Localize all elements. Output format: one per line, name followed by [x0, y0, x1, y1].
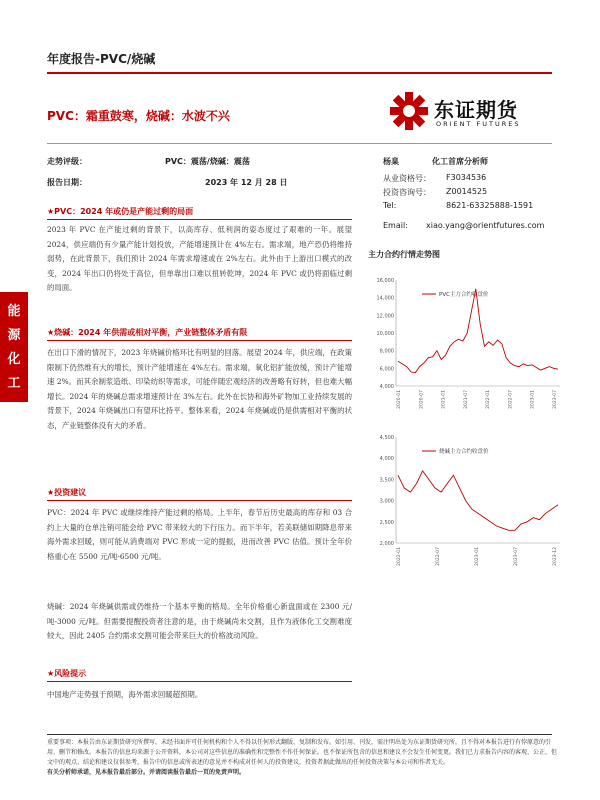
- paragraph: 烧碱：2024 年烧碱供需或仍维持一个基本平衡的格局。全年价格重心新盘面或在 2300 元/吨-3000 元/吨。但需要提醒投资者注意的是，由于烧碱尚未交割，且作为液体化工交割难度较大，因此 2405 合约需求交割可能会带来巨大的价格波动风险。: [47, 602, 352, 640]
- y-tick-label: 3,000: [379, 498, 394, 505]
- sector-label: 能源化工: [7, 304, 21, 391]
- y-tick-label: 4,500: [379, 435, 394, 441]
- legend-label: PVC主力合约收盘价: [439, 292, 489, 298]
- report-title: PVC：霜重鼓寒，烧碱：水波不兴: [47, 109, 230, 123]
- disclaimer-note: 有关分析师承诺，见本报告最后部分。并请阅读报告最后一页的免责声明。: [47, 769, 246, 776]
- series-line: [398, 289, 558, 373]
- disclaimer: [47, 738, 557, 778]
- paragraph: 2023 年 PVC 在产能过剩的背景下，以高库存、低利润的姿态度过了艰难的一年。展望 2024，供应端仍有少量产能计划投放，产能增速预计在 4%左右。需求端，地产恐仍将维持弱势，在此背景下，我们预计 2024 年需求增速或在 2%左右。此外由于上游出口模式的改变，2024 年出口仍将处于高位，但单靠出口难以扭转乾坤，2024 年 PVC 或仍将面临过剩的局面。: [47, 225, 352, 292]
- logo-cn-text: 东证期货: [434, 98, 518, 122]
- x-tick-label: 2021-01: [441, 390, 447, 409]
- series-line: [398, 471, 558, 530]
- x-tick-label: 2023-07: [553, 390, 558, 409]
- x-tick-label: 2022-01: [486, 390, 492, 409]
- y-tick-label: 16,000: [376, 278, 394, 284]
- analyst-name: 杨臬: [383, 157, 399, 166]
- x-tick-label: 2022-07: [436, 547, 441, 566]
- logo-en-text: ORIENT FUTURES: [436, 120, 521, 128]
- section-heading-risk: ★风险提示: [47, 669, 87, 678]
- x-tick-label: 2022-07: [508, 390, 514, 409]
- cert-value: F3034536: [446, 173, 487, 182]
- invest-label: 投资咨询号：: [383, 188, 431, 197]
- pvc-price-chart: [368, 268, 568, 428]
- y-tick-label: 2,500: [379, 519, 394, 526]
- footer-divider: [47, 734, 552, 735]
- section-body-pvc: [47, 223, 352, 296]
- x-tick-label: 2023-01: [475, 547, 480, 566]
- caustic-soda-price-chart: [368, 425, 568, 585]
- x-tick-label: 2023-01: [530, 390, 536, 409]
- section-body-risk: [47, 688, 352, 703]
- y-tick-label: 12,000: [376, 313, 394, 320]
- date-value: 2023 年 12 月 28 日: [205, 178, 288, 187]
- rating-label: 走势评级：: [47, 157, 87, 166]
- paragraph: 在出口下滑的情况下，2023 年烧碱价格环比有明显的回落。展望 2024 年，供应端，在政策限制下仍然维有大的增长，预计产能增速在 4%左右。需求端，氧化铝扩能放缓，预计产能增速 2%。而其余制浆造纸、印染纺织等需求，可能伴随宏观经济的改善略有好转，但也难大幅增长。2024 年的烧碱总需求增速预计在 3%左右。此外在长协和海外矿物加工业持续发展的背景下，2024 年烧碱出口有望环比持平。整体来看，2024 年烧碱或仍是供需相对平衡的状态，产业链整体没有大的矛盾。: [47, 348, 352, 430]
- tel-label: Tel:: [383, 201, 397, 210]
- email-label: Email:: [383, 221, 408, 230]
- date-label: 报告日期：: [47, 178, 87, 187]
- x-tick-label: 2023-12: [553, 547, 558, 566]
- cert-label: 从业资格号：: [383, 174, 431, 183]
- section-body-investment-caustic: [47, 600, 352, 644]
- y-tick-label: 14,000: [376, 295, 394, 302]
- section-divider: [47, 500, 352, 501]
- section-heading-investment: ★投资建议: [47, 488, 87, 497]
- pvc-price-chart-svg: [368, 268, 568, 418]
- disclaimer-text: 重要事项：本报告由东证期货研究所撰写，未经书面许可任何机构和个人不得以任何形式翻版、复制和发布。如引用、刊发，需注明出处为东证期货研究所，且不得对本报告进行有悖原意的引用、删节和修改。本报告的信息均来源于公开资料，本公司对这些信息的准确性和完整性不作任何保证。也不保证所包含的信息和建议不会发生任何变更。我们已力求报告内容的客观、公正，但文中的观点、结论和建议仅供参考，报告中的信息或所表述的意见并不构成对任何人的投资建议，投资者据此做出的任何投资决策与本公司和作者无关。: [47, 739, 558, 766]
- y-tick-label: 3,500: [379, 477, 394, 484]
- caustic-soda-price-chart-svg: [368, 425, 568, 575]
- section-heading-pvc: ★PVC：2024 年或仍是产能过剩的局面: [47, 207, 194, 216]
- y-tick-label: 8,000: [379, 348, 394, 355]
- email-value[interactable]: xiao.yang@orientfutures.com: [426, 221, 545, 230]
- section-body-caustic-soda: [47, 346, 352, 433]
- y-tick-label: 4,000: [379, 384, 394, 390]
- y-tick-label: 2,000: [379, 541, 394, 547]
- paragraph: 中国地产走势强于预期，海外需求回暖超预期。: [47, 690, 203, 699]
- meta-divider: [47, 143, 552, 144]
- analyst-role: 化工首席分析师: [432, 157, 488, 166]
- y-tick-label: 10,000: [376, 331, 394, 337]
- x-tick-label: 2022-01: [397, 547, 402, 566]
- section-divider: [47, 219, 352, 220]
- tel-value: 8621-63325888-1591: [446, 201, 534, 210]
- x-tick-label: 2020-07: [419, 390, 425, 409]
- report-category: 年度报告-PVC/烧碱: [47, 52, 156, 66]
- section-divider: [47, 681, 352, 682]
- x-tick-label: 2023-07: [514, 547, 519, 566]
- section-divider: [47, 340, 352, 341]
- y-tick-label: 6,000: [379, 366, 394, 373]
- section-heading-caustic-soda: ★烧碱：2024 年供需或相对平衡，产业链整体矛盾有限: [47, 328, 248, 337]
- x-tick-label: 2021-07: [463, 390, 469, 409]
- logo-mark-icon: [388, 90, 430, 132]
- x-tick-label: 2020-01: [397, 390, 402, 409]
- rating-value: PVC：震荡/烧碱：震荡: [165, 157, 250, 166]
- orient-futures-logo: [388, 88, 558, 138]
- legend-label: 烧碱主力合约收盘价: [439, 449, 489, 455]
- section-body-investment-pvc: [47, 506, 352, 564]
- invest-value: Z0014525: [446, 187, 488, 196]
- y-tick-label: 4,000: [379, 456, 394, 463]
- charts-title: 主力合约行情走势图: [368, 250, 440, 259]
- header-divider: [47, 72, 552, 74]
- paragraph: PVC：2024 年 PVC 或继续维持产能过剩的格局。上半年，春节后历史最高的库存和 03 合约上大量的仓单注销可能会给 PVC 带来较大的下行压力。而下半年，若美联储如期降息带来海外需求回暖，则可能从消费端对 PVC 形成一定的提振，进而改善 PVC 估值。预计全年价格重心在 5500 元/吨-6500 元/吨。: [47, 508, 352, 561]
